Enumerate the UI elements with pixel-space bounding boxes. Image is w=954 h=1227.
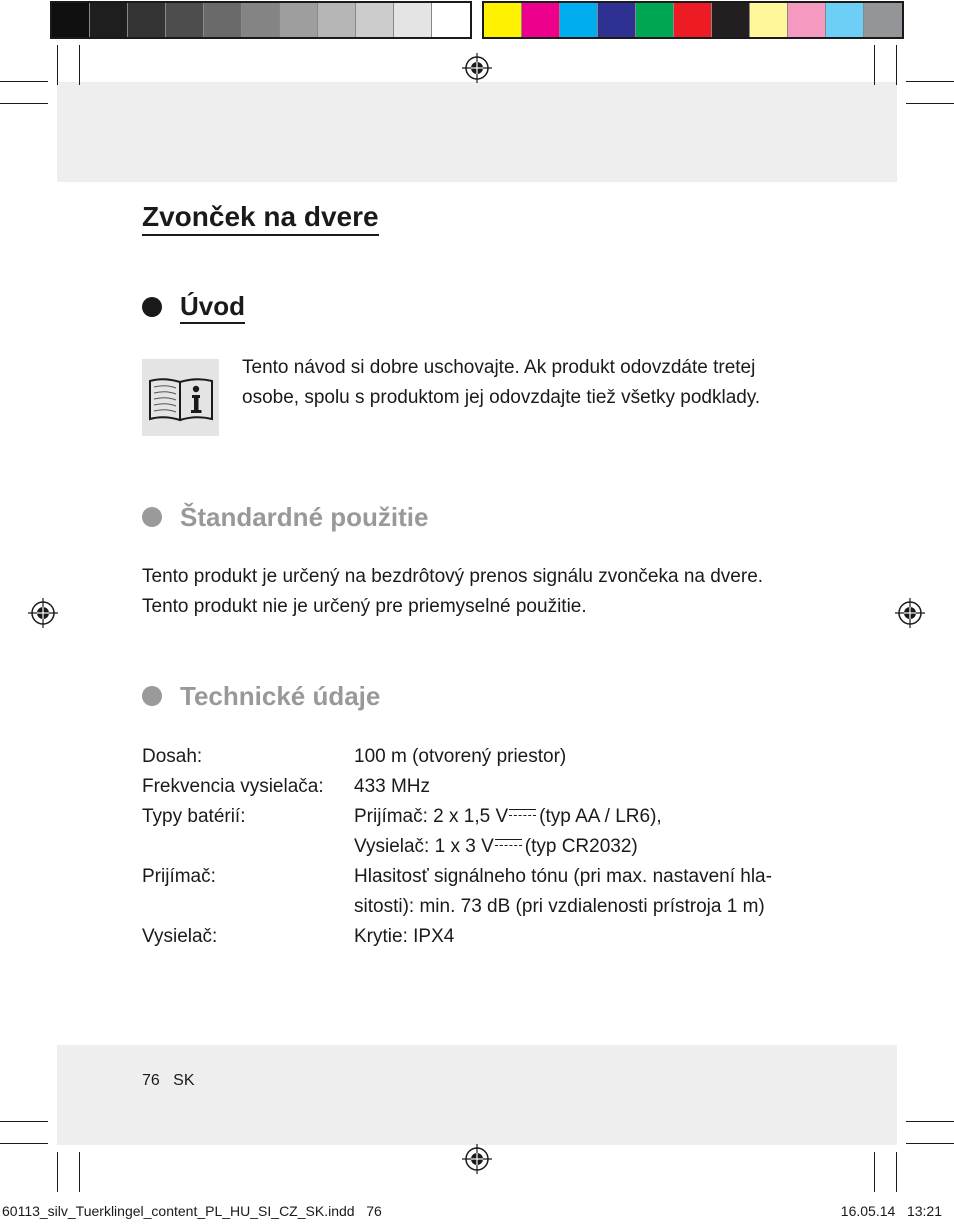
- page-language: SK: [173, 1072, 195, 1089]
- color-swatch: [242, 3, 280, 37]
- crop-mark: [57, 45, 58, 85]
- section-bullet-icon: [142, 297, 162, 317]
- bottom-gray-band: [57, 1045, 897, 1145]
- section-heading-standard: [142, 501, 428, 533]
- color-swatch: [560, 3, 598, 37]
- color-swatch: [636, 3, 674, 37]
- crop-mark: [906, 103, 954, 104]
- intro-line: Tento návod si dobre uschovajte. Ak produkt odovzdáte tretej: [242, 357, 756, 378]
- crop-mark: [0, 1143, 48, 1144]
- usage-line: Tento produkt nie je určený pre priemyselné použitie.: [142, 596, 587, 617]
- manual-info-icon: [142, 359, 219, 436]
- crop-mark: [0, 81, 48, 82]
- spec-label: Typy batérií:: [142, 806, 246, 827]
- process-color-bar: [482, 1, 904, 39]
- spec-value-text: Prijímač: 2 x 1,5 V: [354, 806, 509, 827]
- spec-value: sitosti): min. 73 dB (pri vzdialenosti prístroja 1 m): [354, 896, 765, 917]
- section-bullet-icon: [142, 507, 162, 527]
- spec-label: Prijímač:: [142, 866, 216, 887]
- direct-current-icon: [495, 839, 522, 849]
- color-swatch: [864, 3, 902, 37]
- spec-value-text: Vysielač: 1 x 3 V: [354, 836, 494, 857]
- section-title: Štandardné použitie: [180, 502, 429, 532]
- crop-mark: [906, 1121, 954, 1122]
- registration-mark-icon: [462, 53, 492, 83]
- section-title: Úvod: [180, 290, 245, 324]
- color-swatch: [788, 3, 826, 37]
- section-title: Technické údaje: [180, 681, 381, 711]
- crop-mark: [874, 45, 875, 85]
- top-gray-band: [57, 82, 897, 182]
- color-swatch: [826, 3, 864, 37]
- crop-mark: [896, 45, 897, 85]
- crop-mark: [906, 1143, 954, 1144]
- spec-value: Krytie: IPX4: [354, 926, 455, 947]
- color-swatch: [128, 3, 166, 37]
- spec-value-text: (typ CR2032): [524, 836, 638, 857]
- section-heading-technical: [142, 680, 380, 712]
- print-slug-datetime: 16.05.14 13:21: [840, 1203, 942, 1219]
- crop-mark: [57, 1152, 58, 1192]
- color-swatch: [52, 3, 90, 37]
- crop-mark: [0, 103, 48, 104]
- registration-mark-icon: [895, 598, 925, 628]
- section-heading-uvod: [142, 290, 245, 324]
- spec-value: [354, 832, 638, 862]
- color-swatch: [204, 3, 242, 37]
- color-swatch: [522, 3, 560, 37]
- crop-mark: [79, 45, 80, 85]
- crop-mark: [79, 1152, 80, 1192]
- color-swatch: [166, 3, 204, 37]
- spec-value: Hlasitosť signálneho tónu (pri max. nastavení hla-: [354, 866, 772, 887]
- print-slug-filename: 60113_silv_Tuerklingel_content_PL_HU_SI_CZ_SK.indd 76: [2, 1203, 382, 1219]
- spec-label: Frekvencia vysielača:: [142, 776, 324, 797]
- spec-label: Vysielač:: [142, 926, 218, 947]
- color-swatch: [674, 3, 712, 37]
- page-title: Zvonček na dvere: [142, 200, 379, 236]
- spec-label: Dosah:: [142, 746, 203, 767]
- spec-value: [354, 802, 662, 832]
- spec-value-text: (typ AA / LR6),: [539, 806, 662, 827]
- color-swatch: [750, 3, 788, 37]
- crop-mark: [874, 1152, 875, 1192]
- intro-line: osobe, spolu s produktom jej odovzdajte tiež všetky podklady.: [242, 387, 761, 408]
- grayscale-color-bar: [50, 1, 472, 39]
- page-number: 76: [142, 1072, 160, 1089]
- spec-value: 433 MHz: [354, 776, 431, 797]
- color-swatch: [394, 3, 432, 37]
- crop-mark: [906, 81, 954, 82]
- page-footer: [142, 1072, 194, 1090]
- direct-current-icon: [509, 809, 536, 819]
- color-swatch: [356, 3, 394, 37]
- registration-mark-icon: [462, 1144, 492, 1174]
- color-swatch: [90, 3, 128, 37]
- section-bullet-icon: [142, 686, 162, 706]
- registration-mark-icon: [28, 598, 58, 628]
- color-swatch: [598, 3, 636, 37]
- crop-mark: [896, 1152, 897, 1192]
- color-swatch: [280, 3, 318, 37]
- color-swatch: [432, 3, 470, 37]
- color-swatch: [318, 3, 356, 37]
- color-swatch: [712, 3, 750, 37]
- crop-mark: [0, 1121, 48, 1122]
- usage-line: Tento produkt je určený na bezdrôtový prenos signálu zvončeka na dvere.: [142, 566, 764, 587]
- color-swatch: [484, 3, 522, 37]
- spec-value: 100 m (otvorený priestor): [354, 746, 567, 767]
